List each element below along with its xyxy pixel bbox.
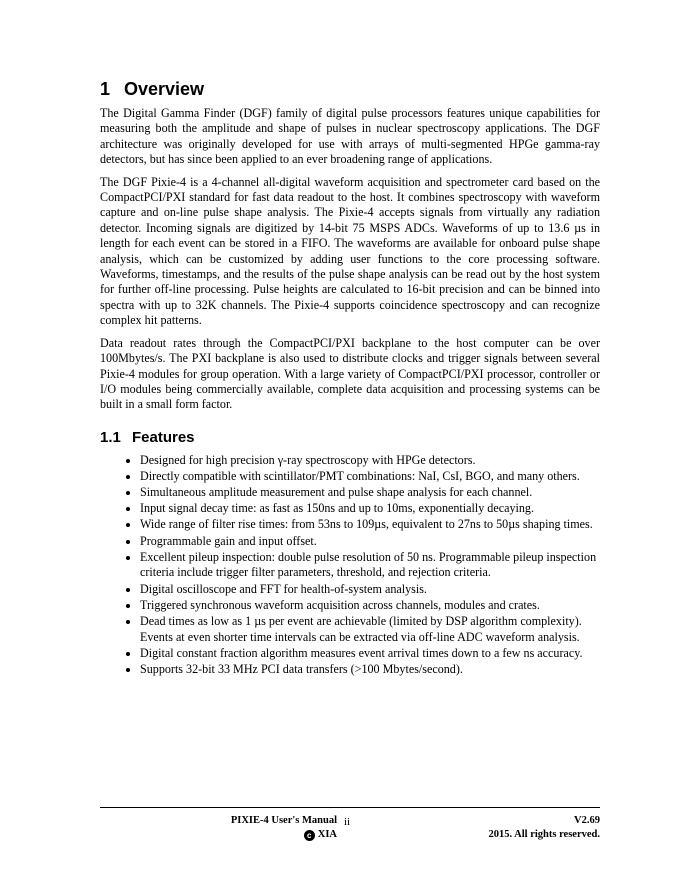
paragraph-readout: Data readout rates through the CompactPCI/PXI backplane to the host computer can be over 100Mbytes/s. The PXI backplane is also used to distribute clocks and trigger signals between several Pixie-4 modules for group operation. With a large variety of CompactPCI/PXI processor, controller or I/O modules being commercially available, complete data acquisition and processing systems can be built in a small form factor. — [100, 335, 600, 412]
feature-item: • Digital constant fraction algorithm measures event arrival times down to a few ns accuracy. — [140, 646, 600, 662]
footer-company: XIA — [317, 829, 337, 840]
feature-item: • Wide range of filter rise times: from 53ns to 109µs, equivalent to 27ns to 50µs shaping times. — [140, 517, 600, 533]
copyright-icon: c — [304, 830, 315, 841]
footer-company-line — [100, 828, 337, 842]
footer-rights: 2015. All rights reserved. — [488, 829, 600, 840]
feature-item: • Directly compatible with scintillator/PMT combinations: NaI, CsI, BGO, and many others. — [140, 469, 600, 485]
footer-left — [100, 814, 337, 842]
feature-item: • Triggered synchronous waveform acquisition across channels, modules and crates. — [140, 598, 600, 614]
footer-manual-title: PIXIE-4 User's Manual — [230, 815, 337, 826]
footer-page-number: ii — [344, 816, 351, 828]
footer-version: V2.69 — [574, 815, 600, 826]
subsection-heading — [100, 429, 600, 447]
section-title: Overview — [124, 79, 205, 99]
subsection-number: 1.1 — [100, 428, 121, 446]
footer-right — [488, 814, 600, 842]
feature-item: • Designed for high precision γ-ray spectroscopy with HPGe detectors. — [140, 453, 600, 469]
feature-item: • Excellent pileup inspection: double pulse resolution of 50 ns. Programmable pileup inspection criteria include trigger filter parameters, threshold, and rejection criteria. — [140, 550, 600, 581]
feature-item: • Simultaneous amplitude measurement and pulse shape analysis for each channel. — [140, 485, 600, 501]
paragraph-pixie4: The DGF Pixie-4 is a 4-channel all-digital waveform acquisition and spectrometer card based on the CompactPCI/PXI standard for fast data readout to the host. It combines spectroscopy with waveform capture and on-line pulse shape analysis. The Pixie-4 accepts signals from virtually any radiation detector. Incoming signals are digitized by 14-bit 75 MSPS ADCs. Waveforms of up to 13.6 µs in length for each event can be stored in a FIFO. The waveforms are available for onboard pulse shape analysis, which can be customized by adding user functions to the core processing software. Waveforms, timestamps, and the results of the pulse shape analysis can be read out by the host system for further off-line processing. Pulse heights are calculated to 16-bit precision and can be binned into spectra with up to 32K channels. The Pixie-4 supports coincidence spectroscopy and can recognize complex hit patterns. — [100, 174, 600, 328]
section-number: 1 — [100, 79, 111, 99]
section-heading — [100, 78, 600, 100]
page-content — [100, 78, 600, 678]
feature-item: • Dead times as low as 1 µs per event are achievable (limited by DSP algorithm complexity). Events at even shorter time intervals can be extracted via off-line ADC waveform analysis. — [140, 614, 600, 645]
feature-item: • Programmable gain and input offset. — [140, 534, 600, 550]
subsection-title: Features — [132, 428, 195, 446]
page-footer — [100, 807, 600, 840]
feature-item: • Digital oscilloscope and FFT for health-of-system analysis. — [140, 582, 600, 598]
features-list — [100, 453, 600, 678]
paragraph-intro: The Digital Gamma Finder (DGF) family of digital pulse processors features unique capabilities for measuring both the amplitude and shape of pulses in nuclear spectroscopy applications. The DGF architecture was originally developed for use with arrays of multi-segmented HPGe gamma-ray detectors, but has since been applied to an ever broadening range of applications. — [100, 106, 600, 167]
feature-item: • Supports 32-bit 33 MHz PCI data transfers (>100 Mbytes/second). — [140, 662, 600, 678]
feature-item: • Input signal decay time: as fast as 150ns and up to 10ms, exponentially decaying. — [140, 501, 600, 517]
